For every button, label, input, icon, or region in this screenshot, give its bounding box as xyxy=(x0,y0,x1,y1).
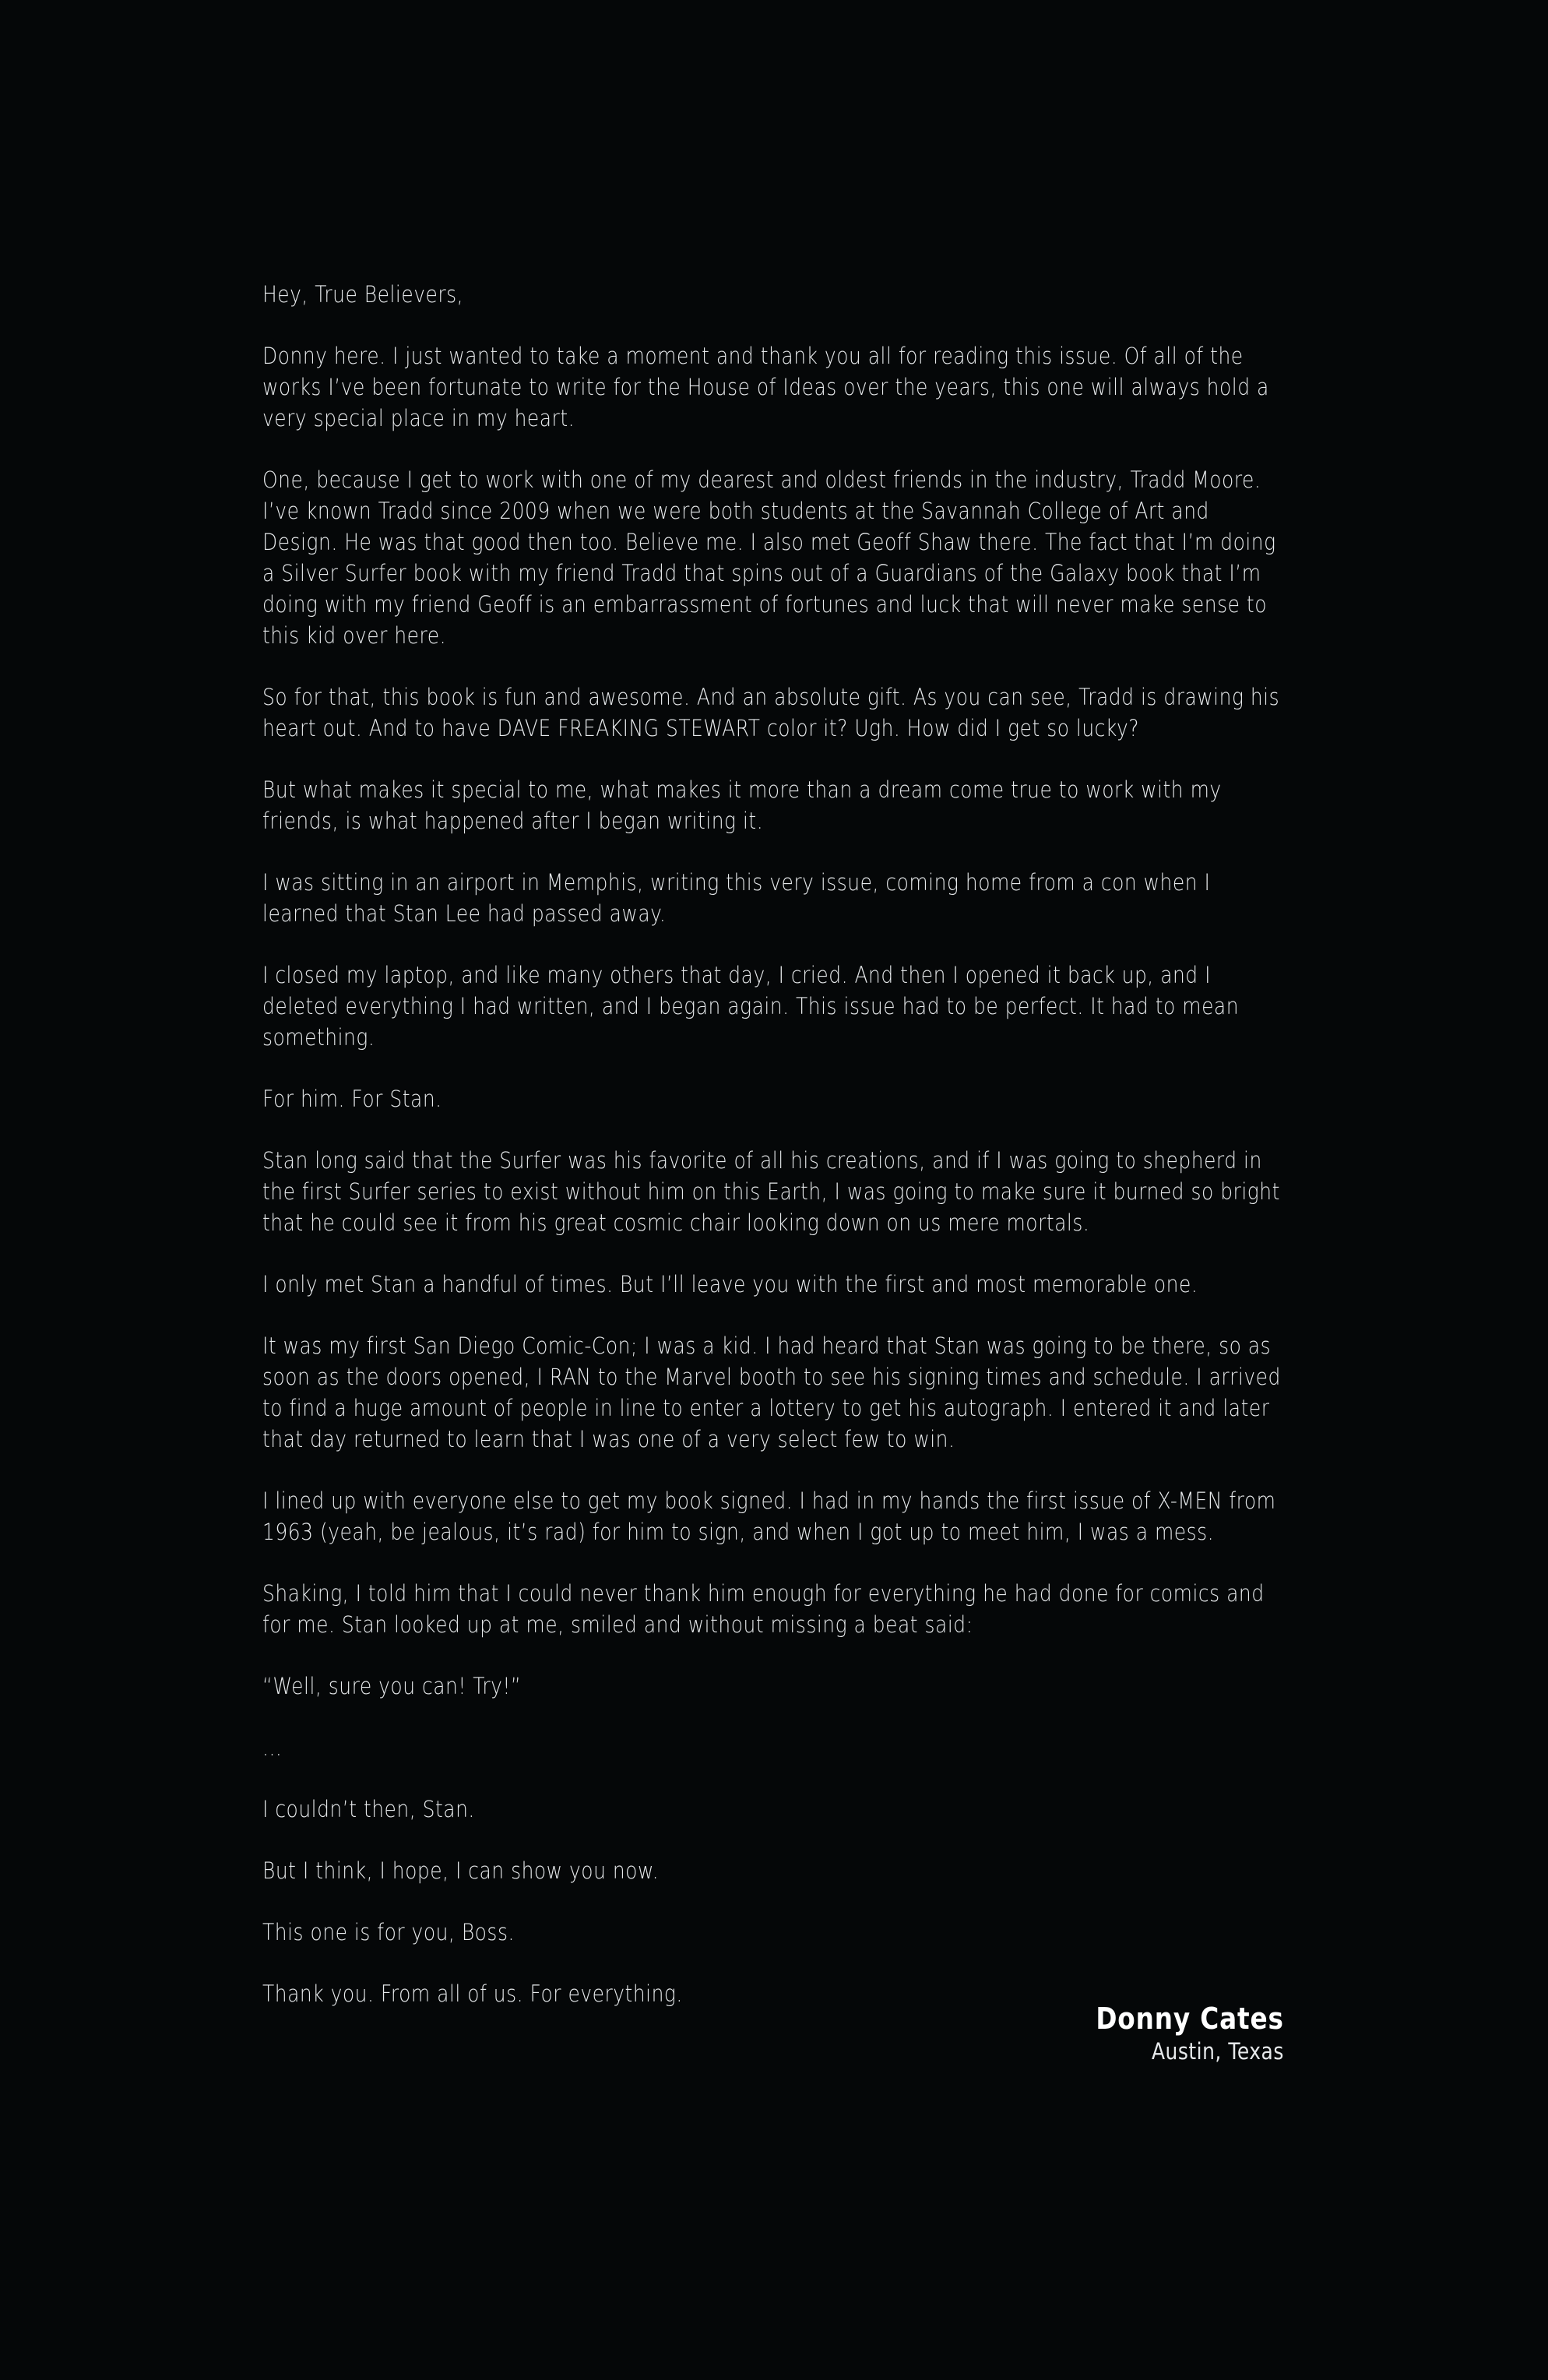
paragraph-airport: I was sitting in an airport in Memphis, writing this very issue, coming home from a con when I learned that Stan Lee had passed away. xyxy=(262,869,1211,927)
paragraph-thank-you: Thank you. From all of us. For everything. xyxy=(262,1980,683,2007)
paragraph-couldnt: I couldn’t then, Stan. xyxy=(262,1796,475,1822)
paragraph-laptop: I closed my laptop, and like many others that day, I cried. And then I opened it back up, and I deleted everything I had written, and I began again. This issue had to be perfect. It had to mean something. xyxy=(262,962,1240,1051)
paragraph-intro: Donny here. I just wanted to take a moment and thank you all for reading this issue. Of all of the works I’ve been fortunate to write for the House of Ideas over the years, this one will always hold a very special place in my heart. xyxy=(262,343,1269,431)
paragraph-met-stan: I only met Stan a handful of times. But I’ll leave you with the first and most memorable one. xyxy=(262,1271,1198,1297)
paragraph-surfer: Stan long said that the Surfer was his favorite of all his creations, and if I was going to shepherd in the first Surfer series to exist without him on this Earth, I was going to make sure it burned so bright that he could see it from his great cosmic chair looking down on us mere mortals. xyxy=(262,1147,1280,1236)
letter-body xyxy=(262,279,1290,2040)
signature-block xyxy=(1065,2002,1284,2067)
signature-location: Austin, Texas xyxy=(1152,2038,1284,2065)
paragraph-tradd: One, because I get to work with one of my dearest and oldest friends in the industry, Tradd Moore. I’ve known Tradd since 2009 when we were both students at the Savannah College of Art and Design. He was that good then too. Believe me. I also met Geoff Shaw there. The fact that I’m doing a Silver Surfer book with my friend Tradd that spins out of a Guardians of the Galaxy book that I’m doing with my friend Geoff is an embarrassment of fortunes and luck that will never make sense to this kid over here. xyxy=(262,466,1276,649)
paragraph-for-stan: For him. For Stan. xyxy=(262,1086,442,1112)
paragraph-quote: “Well, sure you can! Try!” xyxy=(262,1673,522,1699)
signature-name: Donny Cates xyxy=(1096,2002,1284,2036)
paragraph-lined-up: I lined up with everyone else to get my book signed. I had in my hands the first issue of X-MEN from 1963 (yeah, be jealous, it’s rad) for him to sign, and when I got up to meet him, I was a mess. xyxy=(262,1488,1276,1545)
paragraph-gift: So for that, this book is fun and awesome. And an absolute gift. As you can see, Tradd is drawing his heart out. And to have DAVE FREAKING STEWART color it? Ugh. How did I get so lucky? xyxy=(262,684,1280,741)
paragraph-special: But what makes it special to me, what makes it more than a dream come true to work with my friends, is what happened after I began writing it. xyxy=(262,776,1222,834)
paragraph-hope: But I think, I hope, I can show you now. xyxy=(262,1857,660,1884)
paragraph-boss: This one is for you, Boss. xyxy=(262,1919,515,1945)
paragraph-comic-con: It was my first San Diego Comic-Con; I was a kid. I had heard that Stan was going to be there, so as soon as the doors opened, I RAN to the Marvel booth to see his signing times and schedule. I arrived to find a huge amount of people in line to enter a lottery to get his autograph. I entered it and later that day returned to learn that I was one of a very select few to win. xyxy=(262,1333,1281,1452)
paragraph-ellipsis: ... xyxy=(262,1734,283,1761)
paragraph-shaking: Shaking, I told him that I could never thank him enough for everything he had done for comics and for me. Stan looked up at me, smiled and without missing a beat said: xyxy=(262,1580,1265,1638)
greeting: Hey, True Believers, xyxy=(262,281,464,308)
